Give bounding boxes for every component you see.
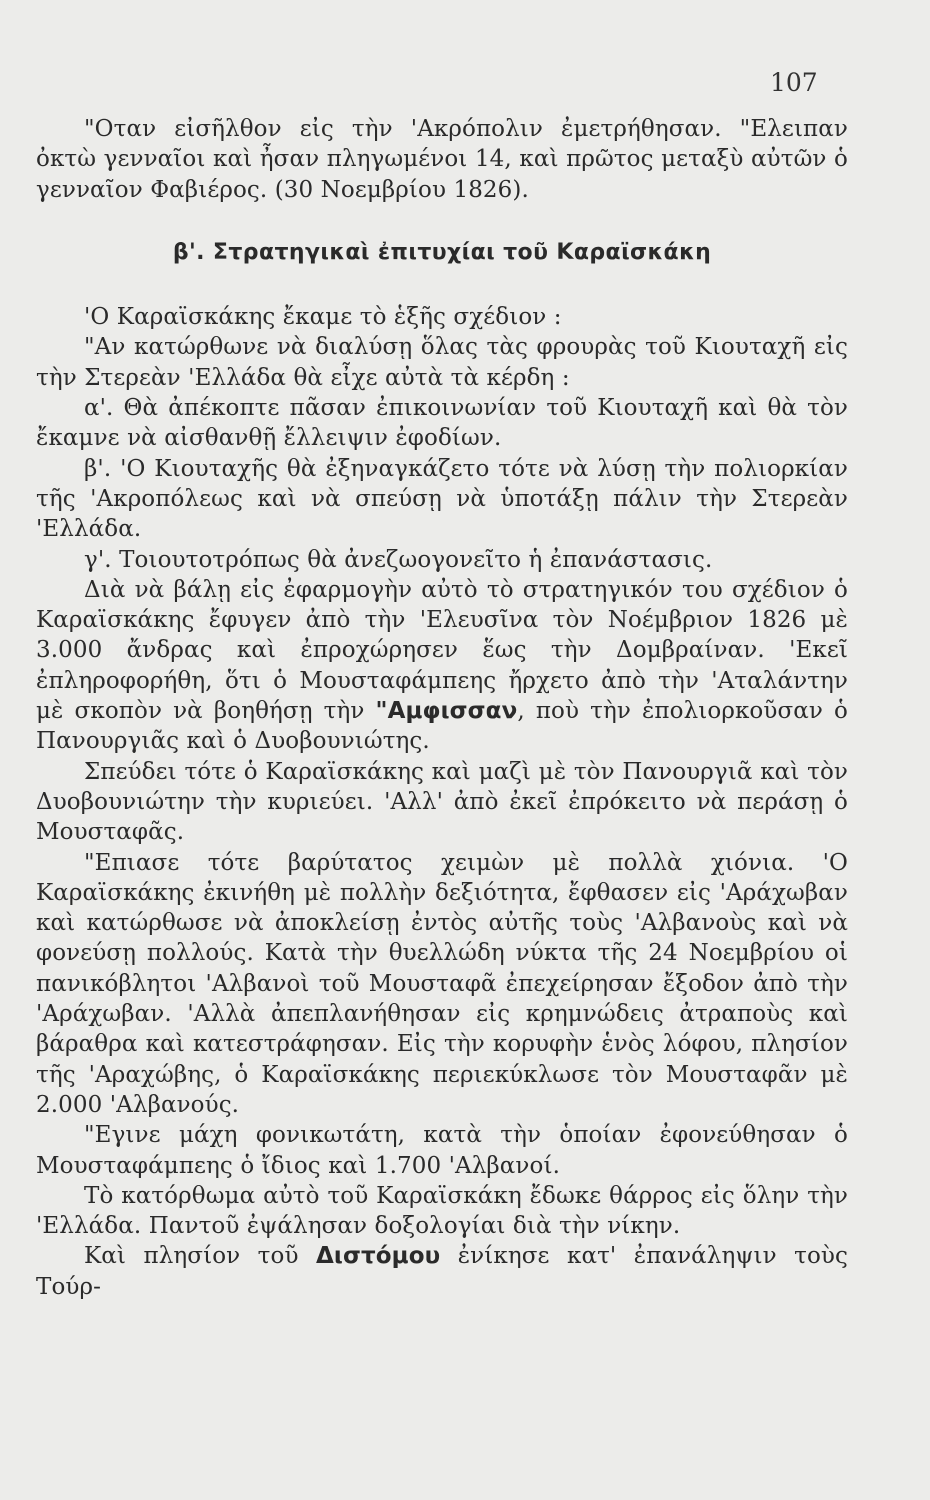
paragraph-7-text-b: , ποὺ τὴν ἐπολιορκοῦσαν ὁ Πανουργιᾶς καὶ ὁ Δυοβουνιώτης. xyxy=(36,698,848,755)
place-name-amfissa: "Αμφισσαν xyxy=(375,698,518,725)
place-name-distomo: Διστόμου xyxy=(316,1243,441,1270)
paragraph-7-text-a: Διὰ νὰ βάλῃ εἰς ἐφαρμογὴν αὐτὸ τὸ στρατηγικόν του σχέδιον ὁ Καραϊσκάκης ἔφυγεν ἀπὸ τὴν 'Ελευσῖνα τὸν Νοέμβριον 1826 μὲ 3.000 ἄνδρας καὶ ἐπροχώρησεν ἕως τὴν Δομβραίναν. 'Εκεῖ ἐπληροφορήθη, ὅτι ὁ Μουσταφάμπεης ἤρχετο ἀπὸ τὴν 'Αταλάντην μὲ σκοπὸν νὰ βοηθήσῃ τὴν xyxy=(36,576,848,725)
paragraph-6: γ'. Τοιουτοτρόπως θὰ ἀνεζωογονεῖτο ἡ ἐπανάστασις. xyxy=(84,546,713,573)
paragraph-12 xyxy=(36,1241,848,1302)
paragraph-5: β'. 'Ο Κιουταχῆς θὰ ἐξηναγκάζετο τότε νὰ λύσῃ τὴν πολιορκίαν τῆς 'Ακροπόλεως καὶ νὰ σπεύσῃ νὰ ὑποτάξῃ πάλιν τὴν Στερεὰν 'Ελλάδα. xyxy=(36,455,848,543)
section-heading: β'. Στρατηγικαὶ ἐπιτυχίαι τοῦ Καραϊσκάκη xyxy=(172,239,712,265)
paragraph-8: Σπεύδει τότε ὁ Καραϊσκάκης καὶ μαζὶ μὲ τὸν Πανουργιᾶ καὶ τὸν Δυοβουνιώτην τὴν κυριεύει. 'Αλλ' ἀπὸ ἐκεῖ ἐπρόκειτο νὰ περάσῃ ὁ Μουσταφᾶς. xyxy=(36,758,848,846)
paragraph-12-text-b: ἐνίκησε κατ' ἐπανάληψιν τοὺς Τούρ- xyxy=(36,1243,848,1300)
page-number: 107 xyxy=(770,68,818,97)
paragraph-4: α'. Θὰ ἀπέκοπτε πᾶσαν ἐπικοινωνίαν τοῦ Κιουταχῆ καὶ θὰ τὸν ἔκαμνε νὰ αἰσθανθῇ ἔλλειψιν ἐφοδίων. xyxy=(36,395,848,452)
paragraph-7 xyxy=(36,575,848,757)
paragraph-10: "Εγινε μάχη φονικωτάτη, κατὰ τὴν ὁποίαν ἐφονεύθησαν ὁ Μουσταφάμπεης ὁ ἴδιος καὶ 1.700 'Αλβανοί. xyxy=(36,1122,848,1179)
paragraph-9: "Επιασε τότε βαρύτατος χειμὼν μὲ πολλὰ χιόνια. 'Ο Καραϊσκάκης ἐκινήθη μὲ πολλὴν δεξιότητα, ἔφθασεν εἰς 'Αράχωβαν καὶ κατώρθωσε νὰ ἀποκλείσῃ ἐντὸς αὐτῆς τοὺς 'Αλβανοὺς καὶ νὰ φονεύσῃ πολλούς. Κατὰ τὴν θυελλώδη νύκτα τῆς 24 Νοεμβρίου οἱ πανικόβλητοι 'Αλβανοὶ τοῦ Μουσταφᾶ ἐπεχείρησαν ἔξοδον ἀπὸ τὴν 'Αράχωβαν. 'Αλλὰ ἀπεπλανήθησαν εἰς κρημνώδεις ἀτραποὺς καὶ βάραθρα καὶ κατεστράφησαν. Εἰς τὴν κορυφὴν ἑνὸς λόφου, πλησίον τῆς 'Αραχώβης, ὁ Καραϊσκάκης περιεκύκλωσε τὸν Μουσταφᾶν μὲ 2.000 'Αλβανούς. xyxy=(36,849,848,1118)
paragraph-11: Τὸ κατόρθωμα αὐτὸ τοῦ Καραϊσκάκη ἔδωκε θάρρος εἰς ὅλην τὴν 'Ελλάδα. Παντοῦ ἐψάλησαν δοξολογίαι διὰ τὴν νίκην. xyxy=(36,1182,848,1240)
paragraph-12-text-a: Καὶ πλησίον τοῦ xyxy=(84,1243,317,1270)
paragraph-1: "Οταν εἰσῆλθον εἰς τὴν 'Ακρόπολιν ἐμετρήθησαν. "Ελειπαν ὀκτὼ γενναῖοι καὶ ἦσαν πληγωμένοι 14, καὶ πρῶτος μεταξὺ αὐτῶν ὁ γενναῖον Φαβιέρος. (30 Νοεμβρίου 1826). xyxy=(36,116,848,203)
paragraph-3: "Αν κατώρθωνε νὰ διαλύσῃ ὅλας τὰς φρουρὰς τοῦ Κιουταχῆ εἰς τὴν Στερεὰν 'Ελλάδα θὰ εἶχε αὐτὰ τὰ κέρδη : xyxy=(36,334,848,391)
page-text xyxy=(36,114,848,1302)
paragraph-2: 'Ο Καραϊσκάκης ἔκαμε τὸ ἑξῆς σχέδιον : xyxy=(84,304,562,331)
